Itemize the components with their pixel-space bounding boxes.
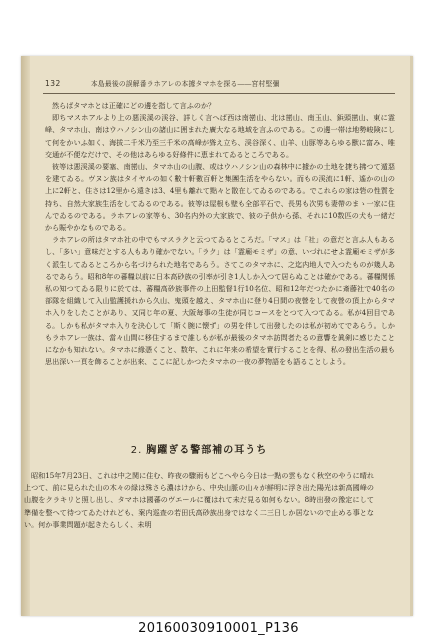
- page-header: [45, 76, 395, 90]
- page-number: 132: [45, 78, 61, 88]
- section-body-text: [24, 470, 374, 531]
- section-title: 胸躍ぎる警部補の耳うち: [146, 445, 268, 456]
- paragraph: 然らばタマホとは正確にどの邊を指して言ふのか？: [52, 101, 216, 110]
- paragraph: ラホアレの所はタマホ社の中でもマスラクと云つてゐるところだ。「マス」は「社」の意だと言ふ人もあるし、「多い」意味だとする人もあり確かでない。「ラク」は「霊廟モミザ」の意、いづれにせよ霊廟モミザが多く派生してゐるところから名づけられた地名であらう。さてこのタマホに、之迄内地人で入つたものが幾人あるであらう。昭和8年の蕃糧以前に日本高砂族の引率が引き1人しか入つて居らぬことは確かである。蕃糧関係私の知つてゐる限りに於ては、蕃糧高砂族事件の上田監督1行10名位、昭和12年だつたかに斎藤社で40名の部隊を組織して入山監護援れから久山、鬼頭を越え、タマホ山に登り4日間の夜營をして夜營の頂上からタマホ入りをしたことがあり、又同じ年の夏、大阪毎事の生徒が同じコースをとつて入つてゐる。私が4回目である。しかも私がタマホ入りを決心して「斯く腕に懐ず」の男を伴して出發したのは私が初めてであらう。しかもラホアレ一族は、當々山間に移住するまで誰しもが私が最後のタマホ訪問者たるの意響を眞剣に感じたことになかも知れない。タマホに緣憑くこと、数年、これに年来の希望を實行することを得、私の發出生活の最も思出深い一頁を飾ることが出來、ここに記しかつたタマホの一夜の夢物語をも語ることしよう。: [45, 235, 395, 367]
- book-page: [21, 56, 413, 616]
- paragraph: 彼等は悪渓溪の要塞、南巒山、タマホ山の山腹、或はウハノシン山の森林中に據かの土地を捷ち拂つて遁惡を建てゐる。ヴヌン族はタイヤルの如く數十軒數百軒と集團生活をやらない。而もの渓流に1軒、遙かの山の上に2軒と、住さは12里から遠きは3、4里も離れて點々と散在してゐるのである。でこれらの家は砦の性質を持ち、自然大家族生活をしてゐるのである。彼等は屋根も壁も全部平石で、長男も次男も妻帶のまゝ一家に住んでゐるのである。ラホアレの家等も、30名内外の大家族で、彼の子供から孫、それに10数匹の犬も一緒だから賑やかなものである。: [45, 162, 395, 233]
- page-spine: [21, 56, 30, 616]
- page-edge: [410, 56, 413, 616]
- paragraph: 即ちマスホアルより上の悪渓溪の渓谷、詳しく言へば西は南巒山、北は巒山、南玉山、鋲頭巒山、東に霊峰、タマホ山、南はウハノシン山の諸山に囲まれた廣大なる地域を言ふのである。この邊一帯は地勢峻険にして何をかいふ如く、海拔二千米乃至三千米の高峰が聳え立ち、渓谷深く、山羊、山豚等あらゆる獸に富み、唯交通が不便なだけで、その他はあらゆる好條件に恵まれてゐるところである。: [45, 113, 395, 159]
- header-rule: [43, 93, 395, 94]
- running-title: 本島最後の誤解番ラホアレの本據タマホを探る――宮村堅彌: [90, 80, 280, 88]
- section-number: 2.: [130, 445, 143, 456]
- body-text: [45, 100, 395, 368]
- image-caption: 20160030910001_P136: [138, 621, 299, 636]
- section-heading: [24, 441, 374, 456]
- paragraph: 昭和15年7月23日、これは中之関に住む、昨夜の驟雨もどこへやら今日は一點の雲もなく秋空のやうに晴れ上つて、前に見られた山の木々の緑は殊さら濃はけから、中央山脈の山々が鮮明に浮き出た陽光は新高國峰の山腹をクラキリと照し出し、タマホは國蕃のヴエールに覆はれて未だ見る如何もない。8時出發の豫定にして準備を整へて待つてゐたけれども、案内巡查の若田氏高砂族出身ではなく二三日しか居ないので止める事とない。何か事業問題が起きたらしく、未明: [24, 471, 374, 529]
